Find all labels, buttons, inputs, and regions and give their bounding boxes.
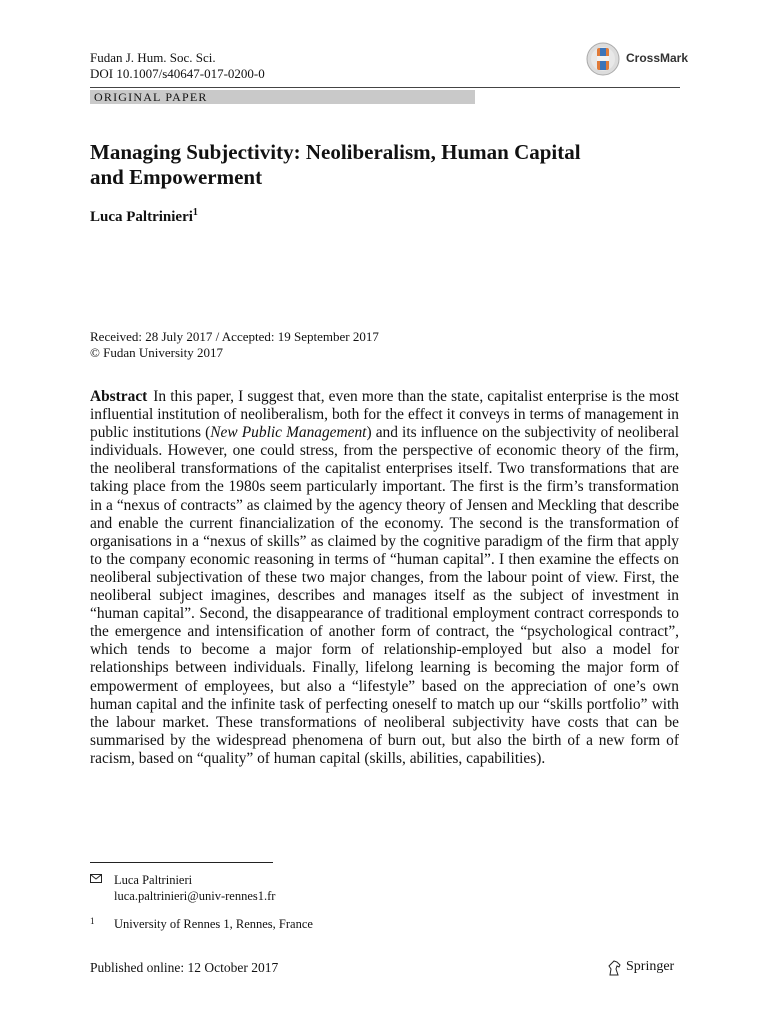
title-line-1: Managing Subjectivity: Neoliberalism, Human Capital [90, 140, 581, 164]
abstract-text-1: In this paper, I suggest that, even more than the state, capitalist enterprise is the most influential institution of neoliberalism, both for the effect it conveys in terms of management in public institutions ( [90, 388, 679, 442]
springer-horse-icon [608, 960, 622, 976]
journal-header [90, 50, 265, 82]
corresp-name: Luca Paltrinieri [114, 873, 193, 887]
article-dates [90, 329, 379, 361]
crossmark-label: CrossMark [626, 51, 689, 65]
author [90, 207, 198, 226]
footnote-rule [90, 862, 273, 863]
paper-type-banner [90, 90, 475, 104]
abstract-heading: Abstract [90, 388, 148, 405]
crossmark-badge[interactable] [586, 42, 696, 76]
abstract [90, 388, 679, 768]
envelope-icon [90, 874, 102, 883]
crossmark-icon [586, 42, 620, 76]
journal-name: Fudan J. Hum. Soc. Sci. [90, 50, 216, 65]
published-online: Published online: 12 October 2017 [90, 960, 279, 975]
abstract-italic: New Public Management [210, 424, 367, 442]
header-rule [90, 87, 680, 88]
corresp-email[interactable]: luca.paltrinieri@univ-rennes1.fr [114, 889, 276, 903]
author-name: Luca Paltrinieri [90, 209, 193, 225]
doi[interactable]: DOI 10.1007/s40647-017-0200-0 [90, 66, 265, 81]
springer-label: Springer [626, 959, 675, 974]
springer-logo [608, 958, 688, 978]
abstract-text-2: ) and its influence on the subjectivity of neoliberal individuals. However, one could stress, from the perspective of economic theory of the firm, the neoliberal transformations of the capitalist enterprises itself. Two transformations that are taking place from the 1980s seem particularly important. The first is the firm’s transformation in a “nexus of contracts” as claimed by the agency theory of Jensen and Meckling that describe and enable the current financialization of the economy. The second is the transformation of organisations in a “nexus of skills” as claimed by the cognitive paradigm of the firm that apply to the company economic reasoning in terms of “human capital”. I then examine the effects on neoliberal subjectivation of these two major changes, from the labour point of view. First, the neoliberal subject imagines, describes and manages itself as the subject of investment in “human capital”. Second, the disappearance of traditional employment contract corresponds to the emergence and intensification of another form of contract, the “psychological contract”, which tends to become a major form of relationship-employed but also a model for relationships between individuals. Finally, lifelong learning is becoming the major form of empowerment of employees, but also a “lifestyle” based on the appreciation of one’s own human capital and the infinite task of perfecting oneself to match up our “skills portfolio” with the labour market. These transformations of neoliberal subjectivity have costs that can be summarised by the widespread phenomena of burn out, but also the birth of a new form of racism, based on “quality” of human capital (skills, abilities, capabilities). [90, 424, 679, 767]
affil-number: 1 [90, 916, 95, 926]
affil-text: University of Rennes 1, Rennes, France [114, 917, 313, 931]
paper-type-label: ORIGINAL PAPER [94, 90, 208, 104]
article-title [90, 140, 690, 190]
author-affil-mark: 1 [192, 207, 198, 218]
title-line-2: and Empowerment [90, 165, 263, 189]
received-accepted: Received: 28 July 2017 / Accepted: 19 September 2017 [90, 329, 379, 344]
copyright: © Fudan University 2017 [90, 345, 224, 360]
